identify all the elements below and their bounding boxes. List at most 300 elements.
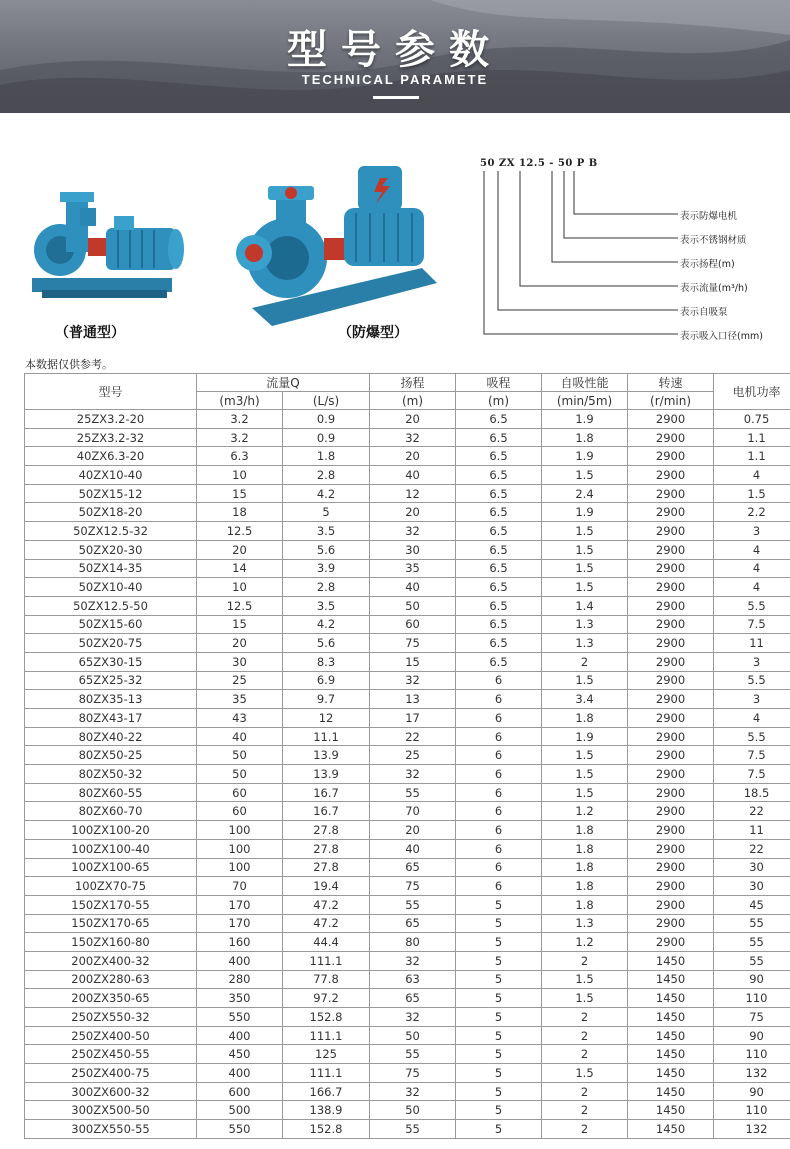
cell-speed: 2900 — [628, 428, 714, 447]
cell-model: 50ZX10-40 — [25, 578, 197, 597]
cell-power: 30 — [714, 858, 790, 877]
table-row — [25, 484, 790, 503]
table-row — [25, 783, 790, 802]
cell-self-priming: 1.5 — [542, 559, 628, 578]
cell-head: 80 — [370, 933, 456, 952]
cell-head: 75 — [370, 877, 456, 896]
cell-head: 75 — [370, 1064, 456, 1083]
cell-power: 55 — [714, 951, 790, 970]
standard-pump-caption: （普通型） — [55, 325, 125, 341]
cell-flow-ls: 16.7 — [283, 783, 370, 802]
cell-flow-m3h: 60 — [197, 802, 283, 821]
cell-suction: 6.5 — [456, 503, 542, 522]
cell-model: 200ZX350-65 — [25, 989, 197, 1008]
table-row — [25, 1026, 790, 1045]
cell-flow-ls: 125 — [283, 1045, 370, 1064]
cell-suction: 6 — [456, 671, 542, 690]
table-row — [25, 802, 790, 821]
cell-model: 200ZX400-32 — [25, 951, 197, 970]
cell-flow-ls: 2.8 — [283, 578, 370, 597]
cell-suction: 5 — [456, 1045, 542, 1064]
cell-flow-ls: 4.2 — [283, 615, 370, 634]
cell-power: 55 — [714, 933, 790, 952]
cell-flow-m3h: 20 — [197, 634, 283, 653]
cell-head: 65 — [370, 858, 456, 877]
cell-flow-ls: 97.2 — [283, 989, 370, 1008]
cell-flow-m3h: 40 — [197, 727, 283, 746]
cell-head: 50 — [370, 1026, 456, 1045]
cell-suction: 5 — [456, 895, 542, 914]
table-row — [25, 540, 790, 559]
cell-speed: 2900 — [628, 522, 714, 541]
cell-suction: 6 — [456, 802, 542, 821]
cell-flow-ls: 2.8 — [283, 466, 370, 485]
cell-head: 32 — [370, 951, 456, 970]
header-head-unit: (m) — [370, 392, 456, 410]
legend-explosion-motor: 表示防爆电机 — [680, 211, 738, 222]
cell-flow-m3h: 35 — [197, 690, 283, 709]
cell-head: 32 — [370, 671, 456, 690]
cell-model: 50ZX15-12 — [25, 484, 197, 503]
cell-speed: 1450 — [628, 951, 714, 970]
cell-model: 100ZX100-40 — [25, 839, 197, 858]
cell-self-priming: 1.9 — [542, 410, 628, 429]
cell-flow-m3h: 400 — [197, 1064, 283, 1083]
cell-suction: 6.5 — [456, 596, 542, 615]
cell-head: 15 — [370, 652, 456, 671]
cell-suction: 6 — [456, 765, 542, 784]
cell-suction: 6 — [456, 783, 542, 802]
cell-flow-m3h: 15 — [197, 615, 283, 634]
cell-self-priming: 2 — [542, 951, 628, 970]
cell-flow-m3h: 15 — [197, 484, 283, 503]
cell-model: 150ZX170-65 — [25, 914, 197, 933]
header-self-priming-unit: (min/5m) — [542, 392, 628, 410]
cell-power: 5.5 — [714, 596, 790, 615]
cell-speed: 2900 — [628, 578, 714, 597]
cell-suction: 5 — [456, 951, 542, 970]
cell-power: 3 — [714, 522, 790, 541]
table-row — [25, 690, 790, 709]
cell-power: 2.2 — [714, 503, 790, 522]
header-flow-ls: (L/s) — [283, 392, 370, 410]
cell-model: 300ZX600-32 — [25, 1082, 197, 1101]
cell-model: 250ZX450-55 — [25, 1045, 197, 1064]
cell-speed: 2900 — [628, 933, 714, 952]
cell-power: 11 — [714, 821, 790, 840]
cell-speed: 2900 — [628, 410, 714, 429]
cell-flow-ls: 3.5 — [283, 522, 370, 541]
cell-flow-ls: 9.7 — [283, 690, 370, 709]
cell-model: 50ZX20-30 — [25, 540, 197, 559]
cell-self-priming: 1.5 — [542, 970, 628, 989]
legend-flow: 表示流量(m³/h) — [680, 283, 748, 294]
cell-self-priming: 1.5 — [542, 1064, 628, 1083]
cell-head: 32 — [370, 428, 456, 447]
cell-power: 4 — [714, 559, 790, 578]
cell-suction: 5 — [456, 1026, 542, 1045]
cell-flow-ls: 27.8 — [283, 821, 370, 840]
cell-speed: 2900 — [628, 802, 714, 821]
cell-suction: 6.5 — [456, 615, 542, 634]
cell-flow-ls: 0.9 — [283, 410, 370, 429]
table-row — [25, 466, 790, 485]
cell-flow-m3h: 600 — [197, 1082, 283, 1101]
cell-self-priming: 2 — [542, 1120, 628, 1139]
cell-flow-m3h: 14 — [197, 559, 283, 578]
table-header — [25, 374, 790, 410]
cell-model: 80ZX50-32 — [25, 765, 197, 784]
cell-head: 40 — [370, 578, 456, 597]
cell-speed: 1450 — [628, 1082, 714, 1101]
cell-head: 20 — [370, 503, 456, 522]
cell-power: 4 — [714, 540, 790, 559]
cell-power: 22 — [714, 802, 790, 821]
model-code-example: 50 ZX 12.5 - 50 P B — [480, 158, 598, 169]
cell-head: 40 — [370, 839, 456, 858]
cell-suction: 5 — [456, 1064, 542, 1083]
cell-self-priming: 1.9 — [542, 727, 628, 746]
cell-suction: 5 — [456, 1120, 542, 1139]
cell-model: 40ZX6.3-20 — [25, 447, 197, 466]
cell-speed: 2900 — [628, 709, 714, 728]
cell-power: 18.5 — [714, 783, 790, 802]
cell-power: 7.5 — [714, 746, 790, 765]
cell-self-priming: 1.3 — [542, 914, 628, 933]
cell-speed: 2900 — [628, 877, 714, 896]
cell-head: 20 — [370, 821, 456, 840]
cell-speed: 2900 — [628, 821, 714, 840]
header-suction: 吸程 — [456, 374, 542, 392]
cell-model: 150ZX170-55 — [25, 895, 197, 914]
header-self-priming: 自吸性能 — [542, 374, 628, 392]
table-row — [25, 615, 790, 634]
cell-head: 20 — [370, 447, 456, 466]
cell-self-priming: 1.9 — [542, 503, 628, 522]
table-row — [25, 671, 790, 690]
cell-suction: 6 — [456, 746, 542, 765]
table-row — [25, 503, 790, 522]
header-banner — [0, 0, 790, 113]
cell-speed: 2900 — [628, 746, 714, 765]
cell-power: 90 — [714, 970, 790, 989]
table-row — [25, 1045, 790, 1064]
table-row — [25, 746, 790, 765]
cell-head: 20 — [370, 410, 456, 429]
cell-head: 35 — [370, 559, 456, 578]
table-row — [25, 989, 790, 1008]
table-row — [25, 709, 790, 728]
cell-model: 80ZX60-70 — [25, 802, 197, 821]
cell-flow-ls: 111.1 — [283, 951, 370, 970]
cell-model: 80ZX43-17 — [25, 709, 197, 728]
header-speed: 转速 — [628, 374, 714, 392]
cell-self-priming: 1.2 — [542, 933, 628, 952]
table-row — [25, 727, 790, 746]
cell-power: 22 — [714, 839, 790, 858]
cell-head: 32 — [370, 522, 456, 541]
cell-self-priming: 1.4 — [542, 596, 628, 615]
cell-flow-ls: 166.7 — [283, 1082, 370, 1101]
table-row — [25, 765, 790, 784]
cell-model: 50ZX18-20 — [25, 503, 197, 522]
cell-model: 50ZX15-60 — [25, 615, 197, 634]
cell-flow-ls: 111.1 — [283, 1064, 370, 1083]
cell-model: 200ZX280-63 — [25, 970, 197, 989]
cell-power: 1.1 — [714, 447, 790, 466]
cell-suction: 6.5 — [456, 634, 542, 653]
cell-suction: 6.5 — [456, 522, 542, 541]
cell-head: 30 — [370, 540, 456, 559]
cell-model: 25ZX3.2-20 — [25, 410, 197, 429]
table-row — [25, 933, 790, 952]
cell-flow-ls: 1.8 — [283, 447, 370, 466]
cell-power: 75 — [714, 1008, 790, 1027]
cell-speed: 1450 — [628, 1101, 714, 1120]
cell-self-priming: 1.5 — [542, 540, 628, 559]
cell-power: 3 — [714, 652, 790, 671]
table-row — [25, 951, 790, 970]
table-row — [25, 821, 790, 840]
cell-self-priming: 1.8 — [542, 821, 628, 840]
cell-head: 55 — [370, 1045, 456, 1064]
cell-suction: 6.5 — [456, 484, 542, 503]
cell-speed: 2900 — [628, 858, 714, 877]
cell-power: 7.5 — [714, 615, 790, 634]
cell-flow-ls: 4.2 — [283, 484, 370, 503]
table-row — [25, 522, 790, 541]
cell-flow-ls: 27.8 — [283, 839, 370, 858]
cell-power: 1.1 — [714, 428, 790, 447]
cell-suction: 6.5 — [456, 447, 542, 466]
cell-speed: 2900 — [628, 503, 714, 522]
cell-flow-ls: 8.3 — [283, 652, 370, 671]
cell-flow-m3h: 50 — [197, 765, 283, 784]
cell-speed: 2900 — [628, 615, 714, 634]
cell-self-priming: 2 — [542, 1008, 628, 1027]
cell-flow-m3h: 100 — [197, 858, 283, 877]
cell-self-priming: 1.8 — [542, 858, 628, 877]
cell-suction: 6.5 — [456, 578, 542, 597]
cell-speed: 1450 — [628, 1064, 714, 1083]
cell-power: 5.5 — [714, 671, 790, 690]
cell-suction: 5 — [456, 1101, 542, 1120]
cell-head: 65 — [370, 914, 456, 933]
cell-head: 40 — [370, 466, 456, 485]
cell-flow-m3h: 100 — [197, 821, 283, 840]
table-row — [25, 1008, 790, 1027]
cell-model: 80ZX40-22 — [25, 727, 197, 746]
table-row — [25, 578, 790, 597]
table-row — [25, 1120, 790, 1139]
cell-power: 4 — [714, 466, 790, 485]
cell-power: 110 — [714, 989, 790, 1008]
cell-self-priming: 2 — [542, 1045, 628, 1064]
cell-flow-m3h: 43 — [197, 709, 283, 728]
cell-speed: 1450 — [628, 989, 714, 1008]
cell-self-priming: 1.3 — [542, 615, 628, 634]
cell-suction: 6 — [456, 821, 542, 840]
cell-self-priming: 1.5 — [542, 522, 628, 541]
cell-head: 55 — [370, 1120, 456, 1139]
cell-model: 80ZX35-13 — [25, 690, 197, 709]
cell-model: 100ZX100-65 — [25, 858, 197, 877]
cell-flow-m3h: 50 — [197, 746, 283, 765]
header-flow: 流量Q — [197, 374, 370, 392]
cell-flow-ls: 3.9 — [283, 559, 370, 578]
table-row — [25, 839, 790, 858]
cell-flow-ls: 152.8 — [283, 1120, 370, 1139]
cell-speed: 1450 — [628, 1026, 714, 1045]
table-row — [25, 652, 790, 671]
cell-flow-m3h: 100 — [197, 839, 283, 858]
cell-head: 32 — [370, 1082, 456, 1101]
table-row — [25, 970, 790, 989]
header-suction-unit: (m) — [456, 392, 542, 410]
cell-model: 250ZX400-50 — [25, 1026, 197, 1045]
cell-flow-m3h: 10 — [197, 578, 283, 597]
cell-model: 50ZX14-35 — [25, 559, 197, 578]
cell-speed: 2900 — [628, 634, 714, 653]
cell-head: 70 — [370, 802, 456, 821]
cell-model: 100ZX100-20 — [25, 821, 197, 840]
cell-speed: 2900 — [628, 765, 714, 784]
cell-model: 25ZX3.2-32 — [25, 428, 197, 447]
cell-flow-m3h: 12.5 — [197, 522, 283, 541]
cell-power: 55 — [714, 914, 790, 933]
table-row — [25, 1101, 790, 1120]
table-row — [25, 559, 790, 578]
cell-speed: 2900 — [628, 447, 714, 466]
cell-speed: 2900 — [628, 727, 714, 746]
cell-flow-ls: 16.7 — [283, 802, 370, 821]
cell-self-priming: 2.4 — [542, 484, 628, 503]
table-row — [25, 895, 790, 914]
cell-suction: 6 — [456, 690, 542, 709]
cell-speed: 2900 — [628, 559, 714, 578]
cell-flow-m3h: 30 — [197, 652, 283, 671]
header-power: 电机功率 — [714, 374, 790, 410]
cell-power: 132 — [714, 1120, 790, 1139]
cell-speed: 2900 — [628, 914, 714, 933]
page-subtitle: TECHNICAL PARAMETE — [301, 72, 489, 87]
cell-head: 65 — [370, 989, 456, 1008]
legend-stainless-steel: 表示不锈钢材质 — [680, 235, 747, 246]
cell-power: 4 — [714, 578, 790, 597]
cell-flow-ls: 3.5 — [283, 596, 370, 615]
cell-head: 50 — [370, 596, 456, 615]
cell-head: 25 — [370, 746, 456, 765]
table-row — [25, 1082, 790, 1101]
cell-flow-ls: 5 — [283, 503, 370, 522]
cell-model: 100ZX70-75 — [25, 877, 197, 896]
cell-head: 55 — [370, 895, 456, 914]
cell-power: 3 — [714, 690, 790, 709]
cell-flow-ls: 138.9 — [283, 1101, 370, 1120]
cell-self-priming: 1.8 — [542, 877, 628, 896]
cell-head: 63 — [370, 970, 456, 989]
cell-power: 110 — [714, 1045, 790, 1064]
cell-self-priming: 1.2 — [542, 802, 628, 821]
cell-power: 30 — [714, 877, 790, 896]
cell-model: 50ZX12.5-32 — [25, 522, 197, 541]
cell-flow-m3h: 60 — [197, 783, 283, 802]
cell-suction: 6 — [456, 727, 542, 746]
cell-power: 7.5 — [714, 765, 790, 784]
cell-power: 4 — [714, 709, 790, 728]
cell-model: 40ZX10-40 — [25, 466, 197, 485]
cell-suction: 5 — [456, 1008, 542, 1027]
cell-speed: 2900 — [628, 466, 714, 485]
cell-model: 300ZX500-50 — [25, 1101, 197, 1120]
cell-self-priming: 1.5 — [542, 746, 628, 765]
cell-head: 17 — [370, 709, 456, 728]
cell-flow-ls: 77.8 — [283, 970, 370, 989]
cell-suction: 5 — [456, 970, 542, 989]
cell-self-priming: 1.5 — [542, 989, 628, 1008]
cell-suction: 5 — [456, 914, 542, 933]
table-row — [25, 410, 790, 429]
cell-self-priming: 1.8 — [542, 709, 628, 728]
cell-power: 90 — [714, 1082, 790, 1101]
cell-suction: 5 — [456, 933, 542, 952]
cell-flow-ls: 19.4 — [283, 877, 370, 896]
cell-self-priming: 1.3 — [542, 634, 628, 653]
cell-speed: 2900 — [628, 839, 714, 858]
cell-head: 75 — [370, 634, 456, 653]
cell-flow-m3h: 450 — [197, 1045, 283, 1064]
cell-flow-ls: 44.4 — [283, 933, 370, 952]
title-underline — [373, 96, 419, 99]
cell-flow-m3h: 280 — [197, 970, 283, 989]
cell-self-priming: 1.5 — [542, 765, 628, 784]
table-row — [25, 877, 790, 896]
table-body — [25, 410, 790, 1139]
cell-self-priming: 1.5 — [542, 578, 628, 597]
page-title: 型号参数 — [287, 27, 503, 73]
cell-speed: 1450 — [628, 1008, 714, 1027]
cell-flow-m3h: 25 — [197, 671, 283, 690]
cell-flow-m3h: 160 — [197, 933, 283, 952]
reference-note: 本数据仅供参考。 — [25, 358, 113, 371]
cell-flow-ls: 111.1 — [283, 1026, 370, 1045]
cell-self-priming: 3.4 — [542, 690, 628, 709]
cell-suction: 6.5 — [456, 428, 542, 447]
cell-flow-ls: 6.9 — [283, 671, 370, 690]
cell-power: 0.75 — [714, 410, 790, 429]
cell-power: 90 — [714, 1026, 790, 1045]
cell-flow-m3h: 3.2 — [197, 410, 283, 429]
cell-suction: 6.5 — [456, 466, 542, 485]
cell-speed: 1450 — [628, 1045, 714, 1064]
legend-inlet-diameter: 表示吸入口径(mm) — [680, 331, 763, 342]
cell-speed: 1450 — [628, 970, 714, 989]
table-row — [25, 914, 790, 933]
cell-flow-ls: 13.9 — [283, 746, 370, 765]
cell-flow-ls: 13.9 — [283, 765, 370, 784]
cell-model: 300ZX550-55 — [25, 1120, 197, 1139]
cell-model: 80ZX60-55 — [25, 783, 197, 802]
cell-suction: 6.5 — [456, 410, 542, 429]
cell-self-priming: 1.9 — [542, 447, 628, 466]
cell-head: 12 — [370, 484, 456, 503]
cell-power: 5.5 — [714, 727, 790, 746]
cell-model: 50ZX12.5-50 — [25, 596, 197, 615]
cell-model: 65ZX25-32 — [25, 671, 197, 690]
cell-self-priming: 1.8 — [542, 428, 628, 447]
header-speed-unit: (r/min) — [628, 392, 714, 410]
header-model: 型号 — [25, 374, 197, 410]
